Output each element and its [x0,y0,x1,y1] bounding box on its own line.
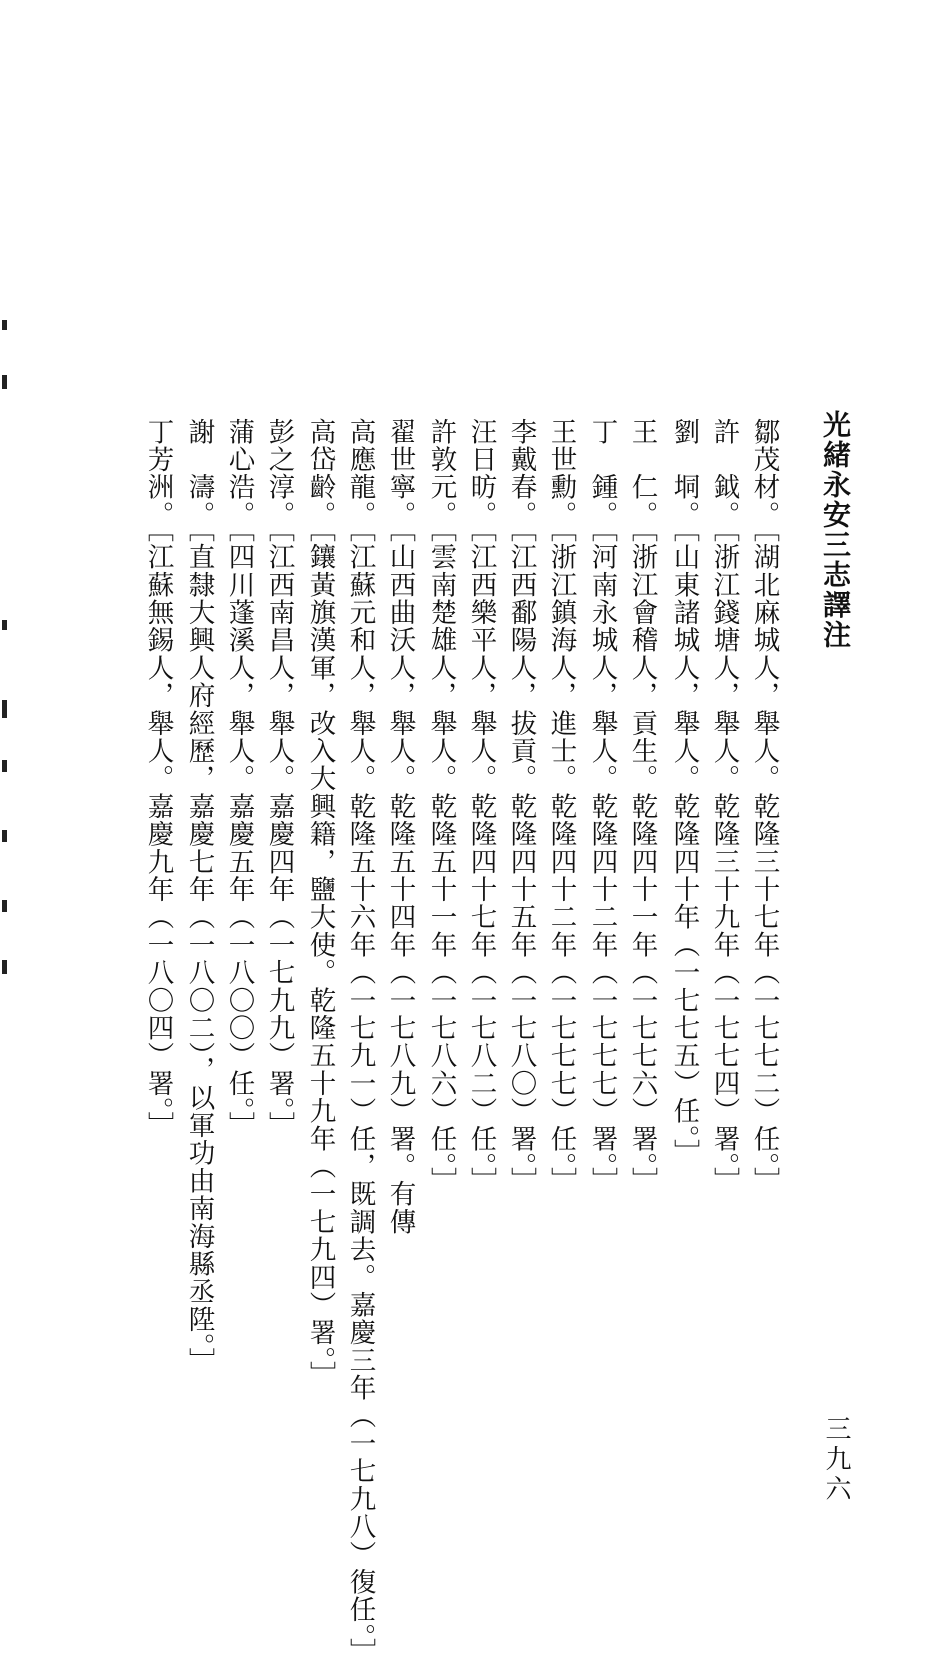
entry-note: ［四川蓬溪人，舉人。嘉慶五年（一八〇〇）任。］ [223,528,255,1140]
entry-11 [304,418,336,1389]
entry-note: ［江蘇無錫人，舉人。嘉慶九年（一八〇四）署。］ [142,528,174,1140]
entry-name: 彭之淳。 [263,418,295,529]
entry-name: 許 鉞。 [708,418,740,529]
entry-12 [263,418,295,1140]
entry-1 [708,418,740,1195]
entry-13 [223,418,255,1140]
scan-speck [2,760,7,772]
entry-note: ［浙江錢塘人，舉人。乾隆三十九年（一七七四）署。］ [708,528,740,1195]
entry-name: 李戴春。 [505,418,537,529]
entry-name: 汪日昉。 [465,418,497,529]
entry-7 [465,418,497,1195]
entry-8 [425,418,457,1195]
scan-speck [2,375,7,389]
entry-9 [384,418,416,1236]
entry-name: 謝 濤。 [183,418,215,529]
entry-name: 高應龍。 [344,418,376,529]
scan-speck [2,700,7,718]
entry-0 [748,418,780,1195]
entry-note: ［湖北麻城人，舉人。乾隆三十七年（一七七二）任。］ [748,528,780,1195]
entry-name: 王世勳。 [545,418,577,529]
scan-speck [2,320,7,330]
entry-name: 丁 鍾。 [586,418,618,529]
page-number: 三九六 [821,1415,851,1505]
entry-4 [586,418,618,1195]
entry-note: ［江西樂平人，舉人。乾隆四十七年（一七八二）任。］ [465,528,497,1195]
entry-name: 蒲心浩。 [223,418,255,529]
entry-name: 王 仁。 [626,418,658,529]
scan-speck [2,620,7,630]
entry-name: 翟世寧。 [384,418,416,529]
entry-note: ［浙江會稽人，貢生。乾隆四十一年（一七七六）署。］ [626,528,658,1195]
page-header-title: 光緒永安三志譯注 [819,410,852,650]
entry-name: 劉 垌。 [668,418,700,529]
entry-5 [545,418,577,1195]
entry-note: ［山東諸城人，舉人。乾隆四十年（一七七五）任。］ [668,528,700,1168]
entry-14 [183,418,215,1376]
entry-6 [505,418,537,1195]
entry-note: ［江西鄱陽人，拔貢。乾隆四十五年（一七八〇）署。］ [505,528,537,1195]
entry-note: ［江蘇元和人，舉人。乾隆五十六年（一七九一）任，既調去。嘉慶三年（一七九八）復任。］ [344,528,376,1666]
scan-speck [2,900,7,912]
entry-note: ［江西南昌人，舉人。嘉慶四年（一七九九）署。］ [263,528,295,1140]
entry-note: ［鑲黃旗漢軍，改入大興籍，鹽大使。乾隆五十九年（一七九四）署。］ [304,528,336,1389]
entry-3 [626,418,658,1195]
entry-10 [344,418,376,1666]
entry-note: ［浙江鎮海人，進士。乾隆四十二年（一七七七）任。］ [545,528,577,1195]
entry-note: ［雲南楚雄人，舉人。乾隆五十一年（一七八六）任。］ [425,528,457,1195]
entry-15 [142,418,174,1140]
entry-note: ［山西曲沃人，舉人。乾隆五十四年（一七八九）署。有傳 [384,528,416,1236]
entry-name: 許敦元。 [425,418,457,529]
scan-speck [2,830,7,842]
entry-name: 丁芳洲。 [142,418,174,529]
entry-note: ［河南永城人，舉人。乾隆四十二年（一七七七）署。］ [586,528,618,1195]
entry-2 [668,418,700,1168]
entry-name: 鄒茂材。 [748,418,780,529]
entry-name: 高岱齡。 [304,418,336,529]
entry-note: ［直隸大興人府經歷，嘉慶七年（一八〇二），以軍功由南海縣丞陞。］ [183,528,215,1376]
scan-speck [2,960,7,974]
